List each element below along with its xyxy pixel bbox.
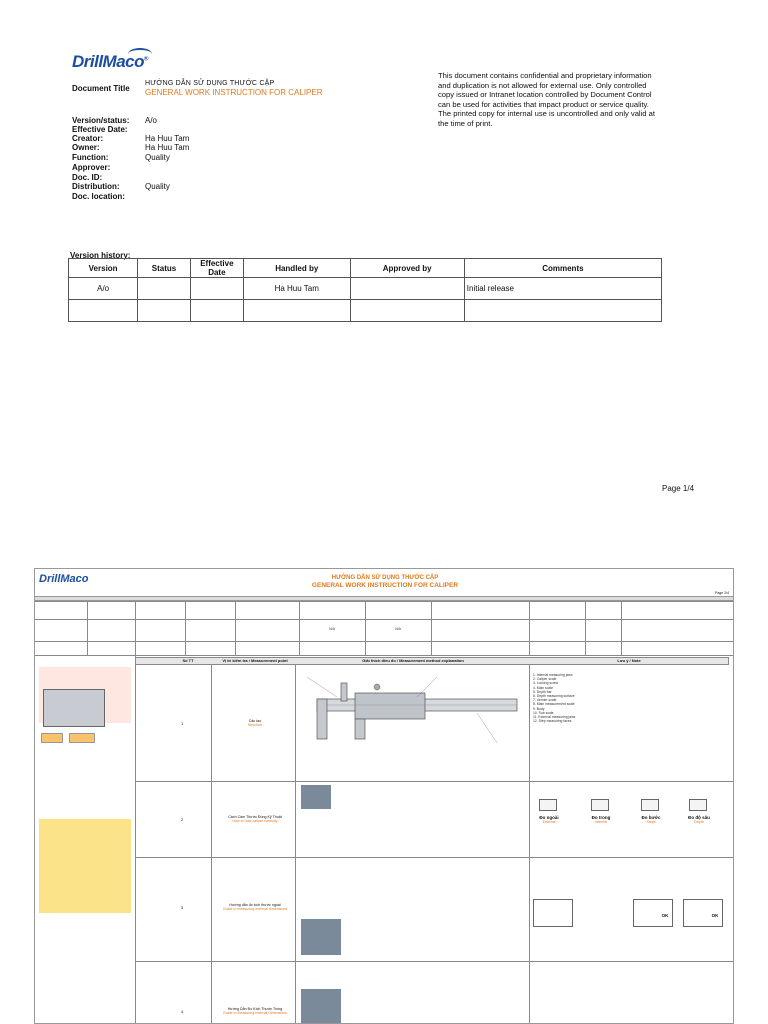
grid-line — [35, 655, 734, 656]
grid-line — [585, 601, 586, 655]
confidentiality-notice: This document contains confidential and proprietary information and duplication is not allowed for external use. Only controlled copy issued or Intranet location controlled by Document Control can be used for activities that impact product or service quality. The printed copy for internal use is uncontrolled and only valid at the time of print. — [438, 71, 655, 128]
depth-measure-icon — [689, 799, 707, 811]
col-approved-by: Approved by — [350, 259, 464, 278]
grid-line — [235, 601, 236, 655]
version-status-value: A/o — [145, 116, 158, 125]
cell-approved-by — [350, 300, 464, 322]
row-1-number: 1 — [181, 721, 184, 726]
document-title-vi: HƯỚNG DẪN SỬ DỤNG THƯỚC CẶP — [145, 80, 275, 87]
part-item: 2. Caliper scale — [533, 677, 557, 682]
page-number: Page 1/4 — [662, 484, 695, 493]
col-comments: Comments — [464, 259, 661, 278]
part-item: 9. Body — [533, 706, 545, 711]
drillmaco-logo — [72, 52, 148, 72]
cell-version — [69, 300, 138, 322]
col-measurement-point: Vị trí kiểm tra / Measurement point — [222, 658, 288, 663]
parts-list — [533, 673, 593, 723]
na-cell: N/A — [329, 627, 335, 631]
gloves-photo — [43, 689, 105, 727]
row-3-name-vi: Hướng dẫn đo kích thước ngoài — [229, 903, 281, 907]
grid-line — [35, 641, 734, 642]
cell-status — [138, 300, 191, 322]
row-4-name-en: Guide to Measuring Internal Dimensions — [222, 1011, 288, 1015]
external-measure-photo — [301, 919, 341, 955]
col-version: Version — [69, 259, 138, 278]
grid-line — [211, 665, 212, 1024]
part-item: 3. Locking screw — [533, 681, 559, 686]
cell-status — [138, 278, 191, 300]
col-status: Status — [138, 259, 191, 278]
distribution-value: Quality — [145, 182, 170, 191]
row-3-name — [215, 903, 295, 911]
internal-measure-photo — [301, 989, 341, 1024]
grid-line — [529, 601, 530, 655]
measure-internal — [581, 815, 621, 824]
row-3-name-en: Guide to measuring external dimensions — [222, 907, 288, 911]
cell-effective-date — [190, 300, 243, 322]
part-item: 7. Vernier scale — [533, 698, 557, 703]
grid-line — [135, 857, 734, 858]
measure-steps-en: Steps — [646, 820, 656, 824]
approver-label: Approver: — [72, 163, 111, 172]
ok-label: OK — [661, 913, 669, 918]
function-value: Quality — [145, 153, 170, 162]
row-2-name — [215, 815, 295, 823]
cell-effective-date — [190, 278, 243, 300]
part-item: 5. Depth bar — [533, 689, 552, 694]
measure-external-vi: Đo ngoài — [539, 815, 559, 820]
table-row — [69, 300, 662, 322]
doc-location-label: Doc. location: — [72, 192, 125, 201]
na-cell: N/A — [395, 627, 401, 631]
col-note: Lưu ý / Note — [617, 658, 641, 663]
measure-depth-en: Depth — [694, 820, 704, 824]
part-item: 4. Main scale — [533, 685, 553, 690]
grid-line — [135, 781, 734, 782]
internal-measure-icon — [591, 799, 609, 811]
cell-approved-by — [350, 278, 464, 300]
version-history-table — [68, 258, 662, 322]
measure-external-en: External — [542, 820, 556, 824]
measure-steps-vi: Đo bước — [641, 815, 661, 820]
logo-text: DrillMaco — [72, 52, 145, 71]
table-row — [69, 278, 662, 300]
version-status-label: Version/status: — [72, 116, 130, 125]
part-item: 10. Sub scale — [533, 710, 554, 715]
col-effective-date: Effective Date — [190, 259, 243, 278]
col-no: Số TT — [182, 658, 194, 663]
creator-label: Creator: — [72, 134, 104, 143]
registered-mark: ® — [144, 56, 148, 63]
row-1-name-en: Structure — [247, 723, 263, 727]
step-measure-icon — [641, 799, 659, 811]
instruction-highlight-box — [39, 819, 131, 913]
part-item: 1. Internal measuring jaws — [533, 673, 573, 677]
cell-handled-by — [243, 300, 350, 322]
effective-date-label: Effective Date: — [72, 125, 128, 134]
document-title-en: GENERAL WORK INSTRUCTION FOR CALIPER — [145, 88, 323, 97]
part-item: 11. External measuring jaws — [533, 715, 576, 720]
warning-tag — [41, 733, 63, 743]
row-4-name — [215, 1007, 295, 1015]
measure-depth — [679, 815, 719, 824]
page2-title-en: GENERAL WORK INSTRUCTION FOR CALIPER — [311, 582, 459, 589]
owner-label: Owner: — [72, 143, 100, 152]
logo-swoosh-icon — [128, 48, 152, 63]
grid-line — [87, 601, 88, 655]
row-1-name-vi: Cấu tạo — [248, 719, 262, 723]
version-history-label: Version history: — [70, 251, 131, 260]
grid-line — [35, 601, 734, 602]
col-handled-by: Handled by — [243, 259, 350, 278]
holding-photo — [301, 785, 331, 809]
page-2-preview — [34, 568, 734, 1024]
measure-internal-vi: Đo trong — [591, 815, 611, 820]
cell-handled-by: Ha Huu Tam — [243, 278, 350, 300]
page2-title-vi: HƯỚNG DẪN SỬ DỤNG THƯỚC CẶP — [331, 575, 439, 581]
row-1-name — [215, 719, 295, 727]
warning-tag — [69, 733, 95, 743]
grid-line — [35, 619, 734, 620]
part-item: 8. Main measurement scale — [533, 702, 575, 707]
grid-line — [135, 961, 734, 962]
caliper-diagram — [297, 669, 527, 751]
row-2-number: 2 — [181, 817, 184, 822]
part-item: 6. Depth measuring surface — [533, 694, 575, 699]
wrong-diagram — [533, 899, 573, 927]
document-title-label: Document Title — [72, 84, 130, 93]
row-3-number: 3 — [181, 905, 184, 910]
drillmaco-logo-small: DrillMaco — [39, 573, 89, 585]
page2-page-number: Page 2/4 — [714, 591, 729, 595]
measure-steps — [631, 815, 671, 824]
function-label: Function: — [72, 153, 109, 162]
row-2-name-en: How to hold caliper correctly — [232, 819, 278, 823]
cell-comments — [464, 300, 661, 322]
ok-label: OK — [711, 913, 719, 918]
cell-version: A/o — [69, 278, 138, 300]
row-4-number: 4 — [181, 1009, 184, 1014]
owner-value: Ha Huu Tam — [145, 143, 190, 152]
external-measure-icon — [539, 799, 557, 811]
doc-id-label: Doc. ID: — [72, 173, 103, 182]
distribution-label: Distribution: — [72, 182, 120, 191]
grid-line — [529, 665, 530, 1024]
measure-depth-vi: Đo độ sâu — [688, 815, 710, 820]
measure-external — [529, 815, 569, 824]
grid-line — [621, 601, 622, 655]
grid-line — [295, 665, 296, 1024]
measure-internal-en: Internal — [595, 820, 607, 824]
creator-value: Ha Huu Tam — [145, 134, 190, 143]
row-4-name-vi: Hướng Dẫn Đo Kích Thước Trong — [227, 1007, 283, 1011]
cell-comments: Initial release — [464, 278, 661, 300]
grid-line — [185, 601, 186, 655]
col-method: Giải thích điều đo / Measurement method explanation — [362, 658, 464, 663]
part-item: 12. Step measuring faces — [533, 719, 572, 724]
row-2-name-vi: Cách Cầm Thước Đúng Kỹ Thuật — [228, 815, 282, 819]
